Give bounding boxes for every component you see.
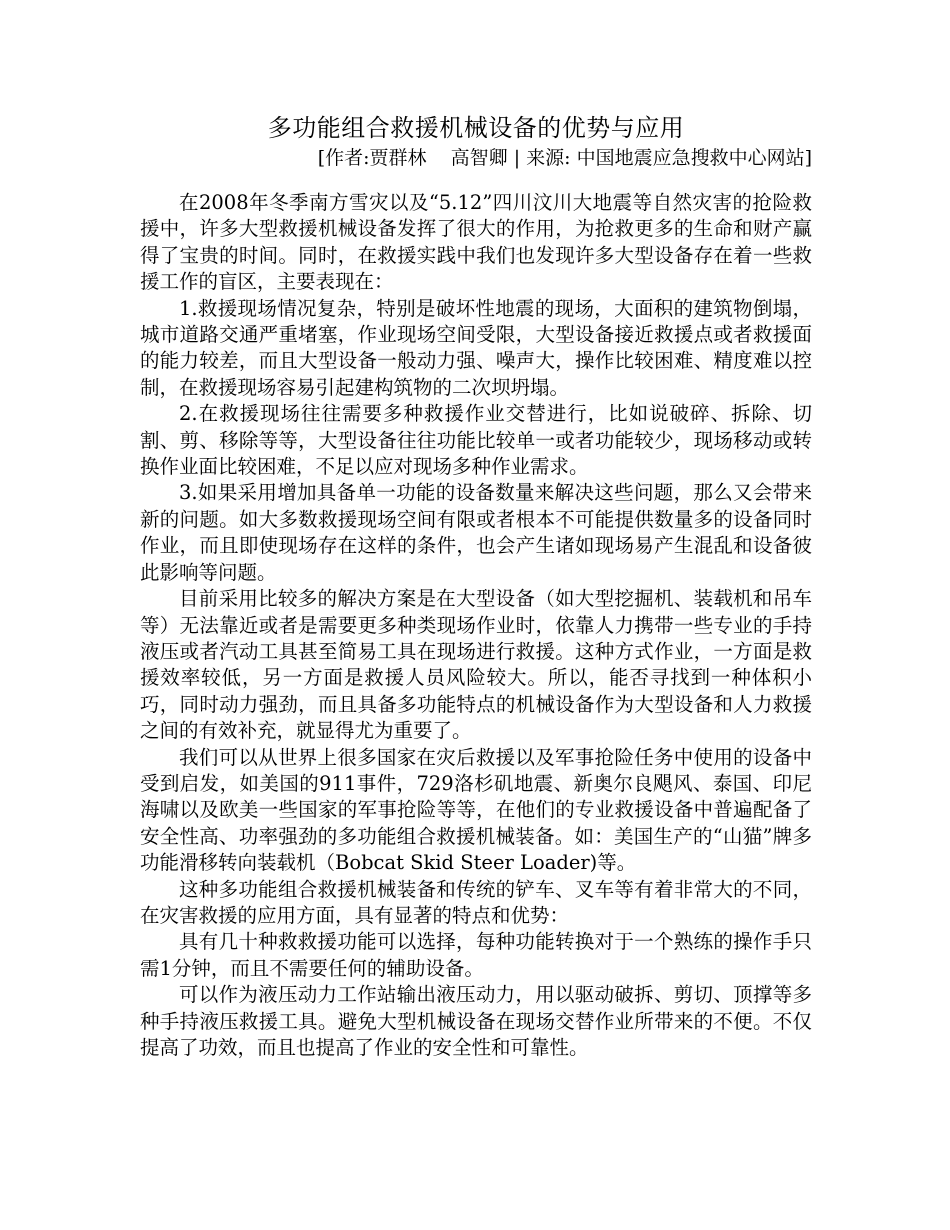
paragraph: 3.如果采用增加具备单一功能的设备数量来解决这些问题，那么又会带来新的问题。如大多数救援现场空间有限或者根本不可能提供数量多的设备同时作业，而且即使现场存在这样的条件，也会产生诸如现场易产生混乱和设备彼此影响等问题。 — [140, 481, 812, 584]
paragraph: 2.在救援现场往往需要多种救援作业交替进行，比如说破碎、拆除、切割、剪、移除等等，大型设备往往功能比较单一或者功能较少，现场移动或转换作业面比较困难，不足以应对现场多种作业需求。 — [140, 402, 812, 479]
paragraph: 1.救援现场情况复杂，特别是破坏性地震的现场，大面积的建筑物倒塌，城市道路交通严重堵塞，作业现场空间受限，大型设备接近救援点或者救援面的能力较差，而且大型设备一般动力强、噪声大，操作比较困难、精度难以控制，在救援现场容易引起建构筑物的二次坝坍塌。 — [140, 296, 812, 399]
document-page — [140, 112, 812, 1061]
author-source-line: [作者:贾群林 高智卿 | 来源: 中国地震应急搜救中心网站] — [317, 147, 812, 169]
paragraph: 可以作为液压动力工作站输出液压动力，用以驱动破拆、剪切、顶撑等多种手持液压救援工具。避免大型机械设备在现场交替作业所带来的不便。不仅提高了功效，而且也提高了作业的安全性和可靠性。 — [140, 983, 812, 1059]
article-body — [140, 190, 812, 1061]
paragraph: 这种多功能组合救援机械装备和传统的铲车、叉车等有着非常大的不同，在灾害救援的应用方面，具有显著的特点和优势： — [140, 877, 812, 927]
paragraph: 目前采用比较多的解决方案是在大型设备（如大型挖掘机、装载机和吊车等）无法靠近或者是需要更多种类现场作业时，依靠人力携带一些专业的手持液压或者汽动工具甚至简易工具在现场进行救援。这种方式作业，一方面是救援效率较低，另一方面是救援人员风险较大。所以，能否寻找到一种体积小巧，同时动力强劲，而且具备多功能特点的机械设备作为大型设备和人力救援之间的有效补充，就显得尤为重要了。 — [140, 587, 812, 743]
paragraph: 我们可以从世界上很多国家在灾后救援以及军事抢险任务中使用的设备中受到启发，如美国的911事件，729洛杉矶地震、新奥尔良飓风、泰国、印尼海啸以及欧美一些国家的军事抢险等等，在他们的专业救援设备中普遍配备了安全性高、功率强劲的多功能组合救援机械装备。如：美国生产的“山猫”牌多功能滑移转向装载机（Bobcat Skid Steer Loader)等。 — [140, 745, 812, 875]
paragraph: 在2008年冬季南方雪灾以及“5.12”四川汶川大地震等自然灾害的抢险救援中，许多大型救援机械设备发挥了很大的作用，为抢救更多的生命和财产赢得了宝贵的时间。同时，在救援实践中我们也发现许多大型设备存在着一些救援工作的盲区，主要表现在： — [140, 191, 812, 294]
document-title: 多功能组合救援机械设备的优势与应用 — [267, 114, 685, 142]
paragraph: 具有几十种救救援功能可以选择，每种功能转换对于一个熟练的操作手只需1分钟，而且不需要任何的辅助设备。 — [140, 930, 812, 980]
